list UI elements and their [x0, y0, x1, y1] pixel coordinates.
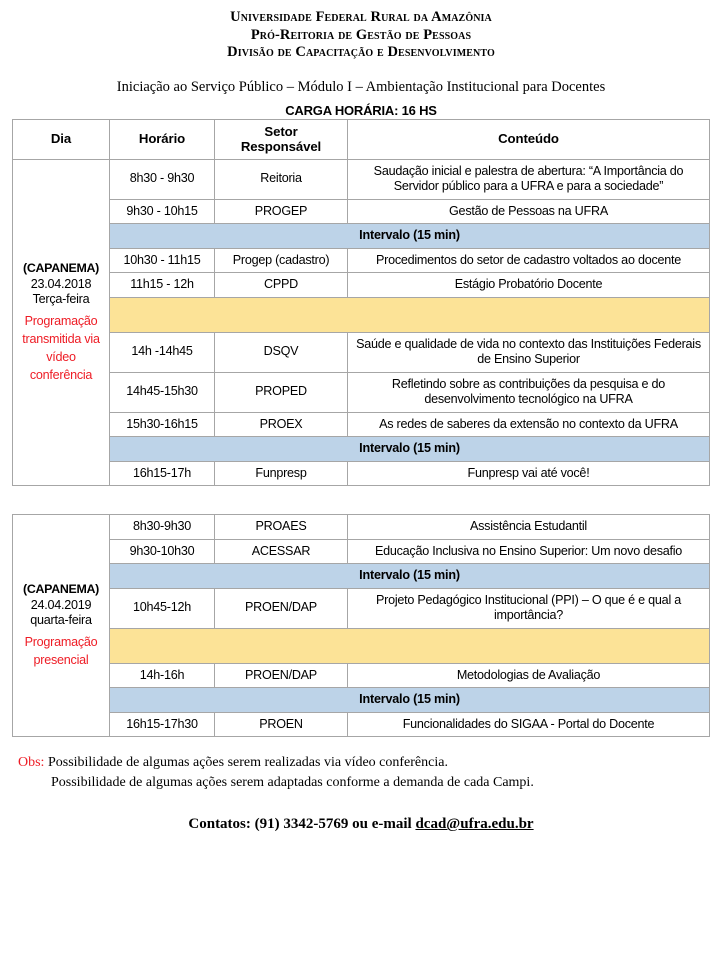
row-content: Refletindo sobre as contribuições da pesquisa e do desenvolvimento tecnológico na UFRA — [348, 372, 710, 412]
row-content: Projeto Pedagógico Institucional (PPI) – O que é e qual a importância? — [348, 588, 710, 628]
obs-line-2: Possibilidade de algumas ações serem adaptadas conforme a demanda de cada Campi. — [51, 775, 534, 790]
row-setor: CPPD — [215, 273, 348, 298]
table-gap-divider — [0, 486, 722, 514]
day-campus: (CAPANEMA) — [23, 582, 99, 597]
workload-label: CARGA HORÁRIA: 16 HS — [285, 102, 437, 118]
row-content: Metodologias de Avaliação — [348, 663, 710, 688]
row-setor: PROEX — [215, 412, 348, 437]
row-content: Saudação inicial e palestra de abertura: “A Importância do Servidor público para a UFRA e para a sociedade” — [348, 159, 710, 199]
table-row — [13, 539, 710, 564]
row-setor: PROGEP — [215, 199, 348, 224]
lunch-break-cell — [110, 297, 710, 332]
table-row — [13, 248, 710, 273]
day-campus: (CAPANEMA) — [23, 261, 99, 275]
lunch-break-row — [13, 628, 710, 663]
row-setor: Funpresp — [215, 461, 348, 486]
table-row — [13, 372, 710, 412]
row-content: Saúde e qualidade de vida no contexto das Instituições Federais de Ensino Superior — [348, 332, 710, 372]
table-row — [13, 712, 710, 737]
row-time: 8h30 - 9h30 — [110, 159, 215, 199]
day-weekday: Terça-feira — [32, 292, 90, 306]
row-content: Gestão de Pessoas na UFRA — [348, 199, 710, 224]
interval-row — [13, 224, 710, 249]
lunch-break-row — [13, 297, 710, 332]
table-row — [13, 412, 710, 437]
day-modality-note: Programação presencial — [24, 634, 98, 667]
day-weekday: quarta-feira — [30, 613, 92, 628]
document-header — [0, 0, 722, 119]
day-modality-note: Programação transmitida via vídeo conferência — [22, 313, 100, 382]
schedule-body-day-2 — [13, 515, 710, 737]
row-setor: PROEN — [215, 712, 348, 737]
contacts-line — [0, 816, 722, 833]
interval-row — [13, 437, 710, 462]
institution-line-2: Pró-Reitoria de Gestão de Pessoas — [250, 26, 472, 43]
day-date: 24.04.2019 — [30, 597, 92, 612]
row-time: 14h -14h45 — [110, 332, 215, 372]
schedule-body-day-1 — [13, 159, 710, 486]
contact-email-link[interactable]: dcad@ufra.edu.br — [415, 816, 534, 832]
row-time: 10h30 - 11h15 — [110, 248, 215, 273]
row-time: 10h45-12h — [110, 588, 215, 628]
column-header-setor-line1: Setor — [264, 123, 298, 139]
table-row — [13, 515, 710, 540]
day-info-cell — [13, 159, 110, 486]
observations-block — [18, 753, 722, 793]
table-row — [13, 332, 710, 372]
row-time: 9h30-10h30 — [110, 539, 215, 564]
table-row — [13, 588, 710, 628]
row-setor: Reitoria — [215, 159, 348, 199]
row-content: Assistência Estudantil — [348, 515, 710, 540]
table-row — [13, 461, 710, 486]
row-setor: PROEN/DAP — [215, 663, 348, 688]
obs-line-1: Possibilidade de algumas ações serem realizadas via vídeo conferência. — [44, 755, 448, 770]
table-row — [13, 199, 710, 224]
interval-label: Intervalo (15 min) — [110, 437, 710, 462]
day-info-cell — [13, 515, 110, 737]
schedule-table-day-2 — [12, 514, 710, 737]
interval-label: Intervalo (15 min) — [110, 224, 710, 249]
row-time: 15h30-16h15 — [110, 412, 215, 437]
row-content: Educação Inclusiva no Ensino Superior: Um novo desafio — [348, 539, 710, 564]
row-setor: DSQV — [215, 332, 348, 372]
row-time: 14h-16h — [110, 663, 215, 688]
row-setor: Progep (cadastro) — [215, 248, 348, 273]
lunch-break-cell — [110, 628, 710, 663]
row-time: 16h15-17h — [110, 461, 215, 486]
institution-line-3: Divisão de Capacitação e Desenvolvimento — [227, 44, 495, 60]
row-content: Funcionalidades do SIGAA - Portal do Docente — [348, 712, 710, 737]
interval-label: Intervalo (15 min) — [110, 564, 710, 589]
course-title: Iniciação ao Serviço Público – Módulo I – Ambientação Institucional para Docentes — [116, 78, 606, 95]
row-time: 9h30 - 10h15 — [110, 199, 215, 224]
column-header-setor — [215, 119, 348, 159]
contacts-prefix: Contatos: (91) 3342-5769 ou e-mail — [188, 816, 416, 832]
row-content: Estágio Probatório Docente — [348, 273, 710, 298]
schedule-table-day-1 — [12, 119, 710, 487]
row-time: 14h45-15h30 — [110, 372, 215, 412]
column-header-conteudo: Conteúdo — [348, 119, 710, 159]
table-row — [13, 273, 710, 298]
row-content: Procedimentos do setor de cadastro voltados ao docente — [348, 248, 710, 273]
table-row — [13, 663, 710, 688]
row-setor: PROPED — [215, 372, 348, 412]
column-header-dia: Dia — [13, 119, 110, 159]
column-header-setor-line2: Responsável — [240, 139, 322, 154]
table-row — [13, 159, 710, 199]
row-setor: PROEN/DAP — [215, 588, 348, 628]
row-time: 8h30-9h30 — [110, 515, 215, 540]
row-time: 16h15-17h30 — [110, 712, 215, 737]
institution-line-1: Universidade Federal Rural da Amazônia — [230, 9, 492, 25]
row-content: As redes de saberes da extensão no contexto da UFRA — [348, 412, 710, 437]
table-header-row — [13, 119, 710, 159]
column-header-horario: Horário — [110, 119, 215, 159]
row-setor: ACESSAR — [215, 539, 348, 564]
interval-row — [13, 688, 710, 713]
interval-row — [13, 564, 710, 589]
interval-label: Intervalo (15 min) — [110, 688, 710, 713]
row-setor: PROAES — [215, 515, 348, 540]
obs-label: Obs: — [18, 755, 45, 770]
row-time: 11h15 - 12h — [110, 273, 215, 298]
row-content: Funpresp vai até você! — [348, 461, 710, 486]
day-date: 23.04.2018 — [30, 276, 92, 291]
